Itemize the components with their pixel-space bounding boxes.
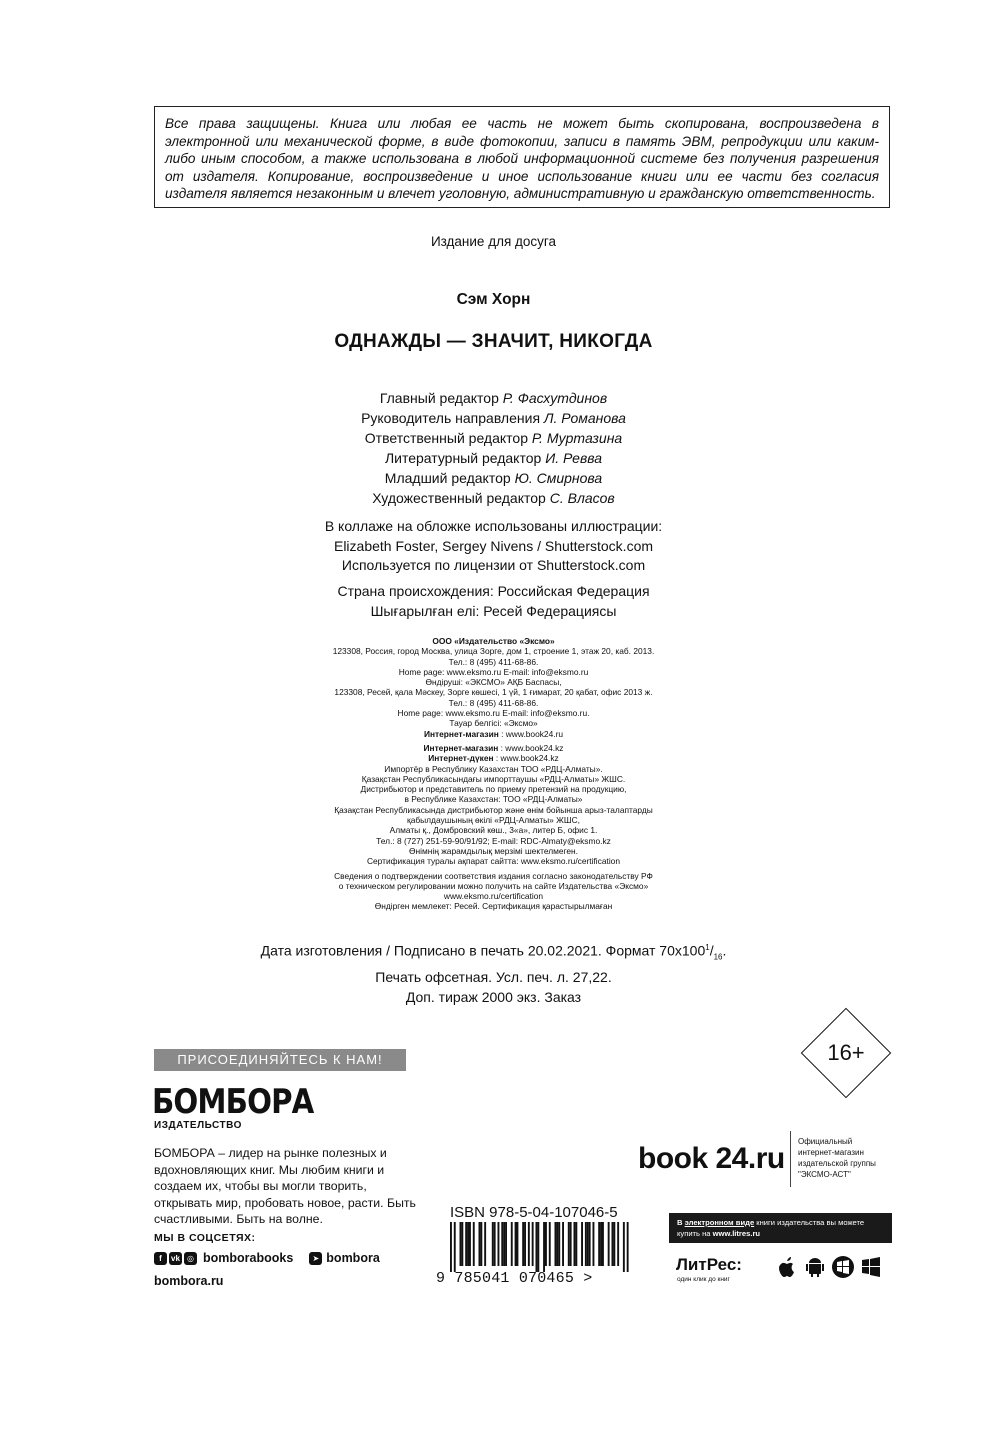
- rights-notice-box: [154, 106, 890, 208]
- publisher-address: 123308, Россия, город Москва, улица Зорге, дом 1, строение 1, этаж 20, каб. 2013.: [332, 646, 655, 657]
- author-name: Сэм Хорн: [456, 291, 531, 308]
- barcode-bar: [556, 1222, 558, 1266]
- barcode-bar: [585, 1222, 587, 1266]
- litres-site[interactable]: www.litres.ru: [712, 1229, 761, 1238]
- barcode-bar: [570, 1222, 572, 1266]
- barcode-bar: [454, 1222, 456, 1272]
- barcode-bar: [587, 1222, 589, 1266]
- barcode-bar: [589, 1222, 591, 1266]
- barcode-bar: [511, 1222, 513, 1266]
- editorial-credits: [0, 388, 987, 508]
- barcode-bar: [575, 1222, 577, 1266]
- barcode-bar: [608, 1222, 610, 1266]
- importer-line: Тел.: 8 (727) 251-59-90/91/92; E-mail: RDC-Almaty@eksmo.kz: [376, 835, 611, 846]
- barcode-bar: [528, 1222, 530, 1266]
- barcode-bar: [450, 1222, 452, 1272]
- importer-line: Қазақстан Республикасындағы импорттаушы «РДЦ-Алматы» ЖШС.: [361, 773, 626, 784]
- importer-line: Өнімнің жарамдылық мерзімі шектелмеген.: [409, 845, 578, 856]
- barcode-bar: [480, 1222, 482, 1266]
- barcode-bar: [498, 1222, 500, 1266]
- credit-role: Художественный редактор: [372, 490, 546, 506]
- barcode-bar: [612, 1222, 614, 1266]
- bombora-subtitle: ИЗДАТЕЛЬСТВО: [154, 1120, 242, 1131]
- importer-line: Қазақстан Республикасында дистрибьютор және өнім бойынша арыз-талаптарды: [334, 804, 653, 815]
- shop-value: : www.book24.kz: [493, 753, 559, 764]
- barcode-bar: [613, 1222, 615, 1266]
- litres-tagline: один клик до книг: [677, 1276, 730, 1283]
- print-line-3: Доп. тираж 2000 экз. Заказ: [405, 989, 582, 1006]
- litres-logo: ЛитРес:: [676, 1255, 742, 1274]
- certification-line: www.eksmo.ru/certification: [443, 891, 544, 902]
- bombora-logo: БОМБОРА: [152, 1082, 314, 1122]
- barcode-bar: [503, 1222, 505, 1266]
- barcode-bar: [536, 1222, 538, 1272]
- litres-banner: [669, 1213, 892, 1243]
- illustration-credits: [0, 517, 987, 576]
- credit-name: И. Ревва: [545, 450, 603, 466]
- publisher-kz-phone: Тел.: 8 (495) 411-68-86.: [448, 697, 539, 708]
- certification-line: Өндірген мемлекет: Ресей. Сертификация қарастырылмаған: [374, 901, 613, 912]
- barcode-bar: [484, 1222, 486, 1266]
- shop-value: : www.book24.kz: [498, 742, 564, 753]
- credit-name: Р. Фасхутдинов: [502, 390, 608, 406]
- credit-line: [0, 388, 987, 408]
- barcode-bar: [562, 1222, 564, 1266]
- barcode-bar: [617, 1222, 619, 1266]
- credit-role: Главный редактор: [379, 390, 499, 406]
- illustration-line: Используется по лицензии от Shutterstock.com: [341, 557, 646, 573]
- book24-desc-line: издательской группы: [798, 1159, 876, 1168]
- shop-label: Интернет-магазин: [423, 742, 499, 753]
- barcode-bar: [479, 1222, 481, 1266]
- barcode-bar: [473, 1222, 475, 1266]
- credit-line: [0, 408, 987, 428]
- format-numerator: 1: [705, 943, 710, 952]
- importer-line: в Республике Казахстан: ТОО «РДЦ-Алматы»: [404, 794, 583, 805]
- barcode-bar: [505, 1222, 507, 1266]
- importer-line: қабылдаушының өкілі «РДЦ-Алматы» ЖШС,: [407, 815, 580, 826]
- publisher-name: ООО «Издательство «Эксмо»: [432, 636, 555, 646]
- publisher-trademark: Тауар белгісі: «Эксмо»: [449, 718, 538, 729]
- book24-desc-line: интернет-магазин: [798, 1148, 864, 1157]
- country-line: Шығарылған елі: Ресей Федерациясы: [370, 602, 617, 619]
- print-info: [0, 938, 987, 1007]
- book24-desc-line: Официальный: [798, 1137, 853, 1146]
- importer-line: Сертификация туралы ақпарат сайтта: www.eksmo.ru/certification: [366, 856, 621, 867]
- rights-notice: Все права защищены. Книга или любая ее часть не может быть скопирована, воспроизведена в электронной или механической форме, в виде фотокопии, записи в память ЭВМ, репродукции или каким-либо иным способом, а также использована в любой информационной системе без получения разрешения от издателя. Копирование, воспроизведение и иное использование книги или ее части без согласия издателя является незаконным и влечет уголовную, административную и гражданскую ответственность.: [165, 116, 879, 202]
- social-handle-2[interactable]: bombora: [326, 1251, 380, 1265]
- barcode-bar: [494, 1222, 496, 1266]
- online-shop-kz-2: [0, 753, 987, 763]
- barcode-bar: [555, 1222, 557, 1266]
- barcode-bar: [469, 1222, 471, 1266]
- book24-divider: [790, 1131, 791, 1187]
- barcode-bar: [465, 1222, 467, 1266]
- barcode-bar: [532, 1222, 534, 1266]
- barcode-bar: [545, 1222, 547, 1266]
- online-shop-ru: [0, 729, 987, 739]
- barcode-bar: [602, 1222, 604, 1266]
- credit-name: С. Власов: [549, 490, 615, 506]
- credit-role: Руководитель направления: [361, 410, 541, 426]
- barcode-digits: 9 785041 070465 >: [436, 1270, 593, 1287]
- credit-name: Ю. Смирнова: [514, 470, 603, 486]
- social-links: [154, 1251, 380, 1265]
- barcode-bar: [467, 1222, 469, 1266]
- barcode-bar: [522, 1222, 524, 1266]
- importer-line: Дистрибьютор и представитель по приему претензий на продукцию,: [360, 784, 627, 795]
- certification-line: о техническом регулировании можно получить на сайте Издательства «Эксмо»: [338, 880, 649, 891]
- platform-icons: [776, 1256, 882, 1278]
- barcode-bar: [581, 1222, 583, 1266]
- publisher-web: Home page: www.eksmo.ru E-mail: info@eksmo.ru: [398, 666, 589, 677]
- credit-role: Младший редактор: [384, 470, 511, 486]
- online-shop-kz: [0, 743, 987, 753]
- credit-name: Л. Романова: [543, 410, 626, 426]
- social-title: МЫ В СОЦСЕТЯХ:: [154, 1232, 256, 1244]
- barcode-bar: [623, 1222, 625, 1272]
- barcode-bar: [574, 1222, 576, 1266]
- credit-role: Ответственный редактор: [364, 430, 528, 446]
- shop-label: Интернет-магазин: [423, 728, 499, 739]
- facebook-icon[interactable]: f: [154, 1252, 167, 1265]
- barcode-bar: [515, 1222, 517, 1266]
- book24-logo: book 24.ru: [638, 1142, 785, 1175]
- barcode-bar: [460, 1222, 462, 1266]
- barcode-bar: [461, 1222, 463, 1266]
- bombora-description: БОМБОРА – лидер на рынке полезных и вдохновляющих книг. Мы любим книги и создаем их, чтобы вы могли творить, открывать мир, пробовать новое, расти. Быть счастливыми. Быть на волне.: [154, 1146, 416, 1226]
- publisher-kz-web: Home page: www.eksmo.ru E-mail: info@eksmo.ru.: [397, 708, 590, 719]
- telegram-icon[interactable]: ➤: [309, 1252, 322, 1265]
- litres-text: книги издательства вы можете: [754, 1218, 865, 1227]
- shop-label: Интернет-дүкен: [428, 753, 494, 764]
- importer-line: Импортёр в Республику Казахстан ТОО «РДЦ-Алматы».: [384, 763, 603, 774]
- edition-type: Издание для досуга: [430, 234, 557, 249]
- windows-icon[interactable]: [860, 1256, 882, 1278]
- barcode-bar: [549, 1222, 551, 1266]
- litres-text-2: купить на: [677, 1229, 713, 1238]
- book-title: ОДНАЖДЫ — ЗНАЧИТ, НИКОГДА: [334, 331, 653, 352]
- barcode-bar: [598, 1222, 600, 1266]
- barcode-bar: [558, 1222, 560, 1266]
- instagram-icon[interactable]: ◎: [184, 1252, 197, 1265]
- publisher-phone: Тел.: 8 (495) 411-68-86.: [448, 656, 539, 667]
- vk-icon[interactable]: vk: [169, 1252, 182, 1265]
- barcode-bar: [568, 1222, 570, 1266]
- apple-icon[interactable]: [776, 1256, 798, 1278]
- illustration-line: В коллаже на обложке использованы иллюстрации:: [324, 518, 663, 534]
- book24-desc-line: "ЭКСМО-АСТ": [798, 1170, 851, 1179]
- country-line: Страна происхождения: Российская Федерация: [337, 583, 650, 599]
- format-denominator: 16: [713, 952, 723, 962]
- book24-description: [798, 1136, 876, 1180]
- isbn: ISBN 978-5-04-107046-5: [450, 1204, 618, 1221]
- bombora-site[interactable]: bombora.ru: [154, 1274, 224, 1288]
- litres-prefix: В: [677, 1218, 685, 1227]
- barcode-bar: [537, 1222, 539, 1272]
- shop-value: : www.book24.ru: [498, 728, 564, 739]
- credit-line: [0, 448, 987, 468]
- litres-link[interactable]: электронном виде: [684, 1218, 755, 1227]
- barcode: [436, 1222, 636, 1272]
- barcode-bar: [517, 1222, 519, 1266]
- barcode-bar: [524, 1222, 526, 1266]
- barcode-bar: [501, 1222, 503, 1266]
- importer-line: Алматы қ., Домбровский көш., 3«а», литер Б, офис 1.: [389, 825, 598, 836]
- barcode-bar: [543, 1222, 545, 1272]
- credit-name: Р. Муртазина: [531, 430, 623, 446]
- credit-line: [0, 468, 987, 488]
- print-line-1: Дата изготовления / Подписано в печать 20.02.2021. Формат 70x100: [260, 942, 706, 959]
- barcode-bar: [627, 1222, 629, 1272]
- barcode-bar: [593, 1222, 595, 1266]
- credit-role: Литературный редактор: [384, 450, 542, 466]
- publisher-kz-address: 123308, Ресей, қала Мәскеу, Зорге көшесі, 1 үй, 1 ғимарат, 20 қабат, офис 2013 ж.: [334, 687, 653, 698]
- credit-line: [0, 488, 987, 508]
- age-rating: 16+: [827, 1040, 865, 1065]
- country-of-origin: [0, 582, 987, 621]
- publisher-kz-maker: Өндіруші: «ЭКСМО» АҚБ Баспасы,: [425, 677, 562, 688]
- illustration-line: Elizabeth Foster, Sergey Nivens / Shutterstock.com: [333, 537, 654, 554]
- windows-phone-icon[interactable]: [832, 1256, 854, 1278]
- publisher-info: [0, 636, 987, 912]
- social-handle[interactable]: bomborabooks: [203, 1251, 294, 1265]
- credit-line: [0, 428, 987, 448]
- barcode-bar: [492, 1222, 494, 1266]
- print-date-format: Дата изготовления / Подписано в печать 20.02.2021. Формат $70x100^1/_{16}$.: [260, 942, 727, 962]
- print-line-2: Печать офсетная. Усл. печ. л. 27,22.: [375, 969, 612, 986]
- join-us-banner: ПРИСОЕДИНЯЙТЕСЬ К НАМ!: [154, 1049, 406, 1071]
- barcode-bar: [600, 1222, 602, 1266]
- certification-line: Сведения о подтверждении соответствия издания согласно законодательству РФ: [334, 870, 653, 881]
- android-icon[interactable]: [804, 1256, 826, 1278]
